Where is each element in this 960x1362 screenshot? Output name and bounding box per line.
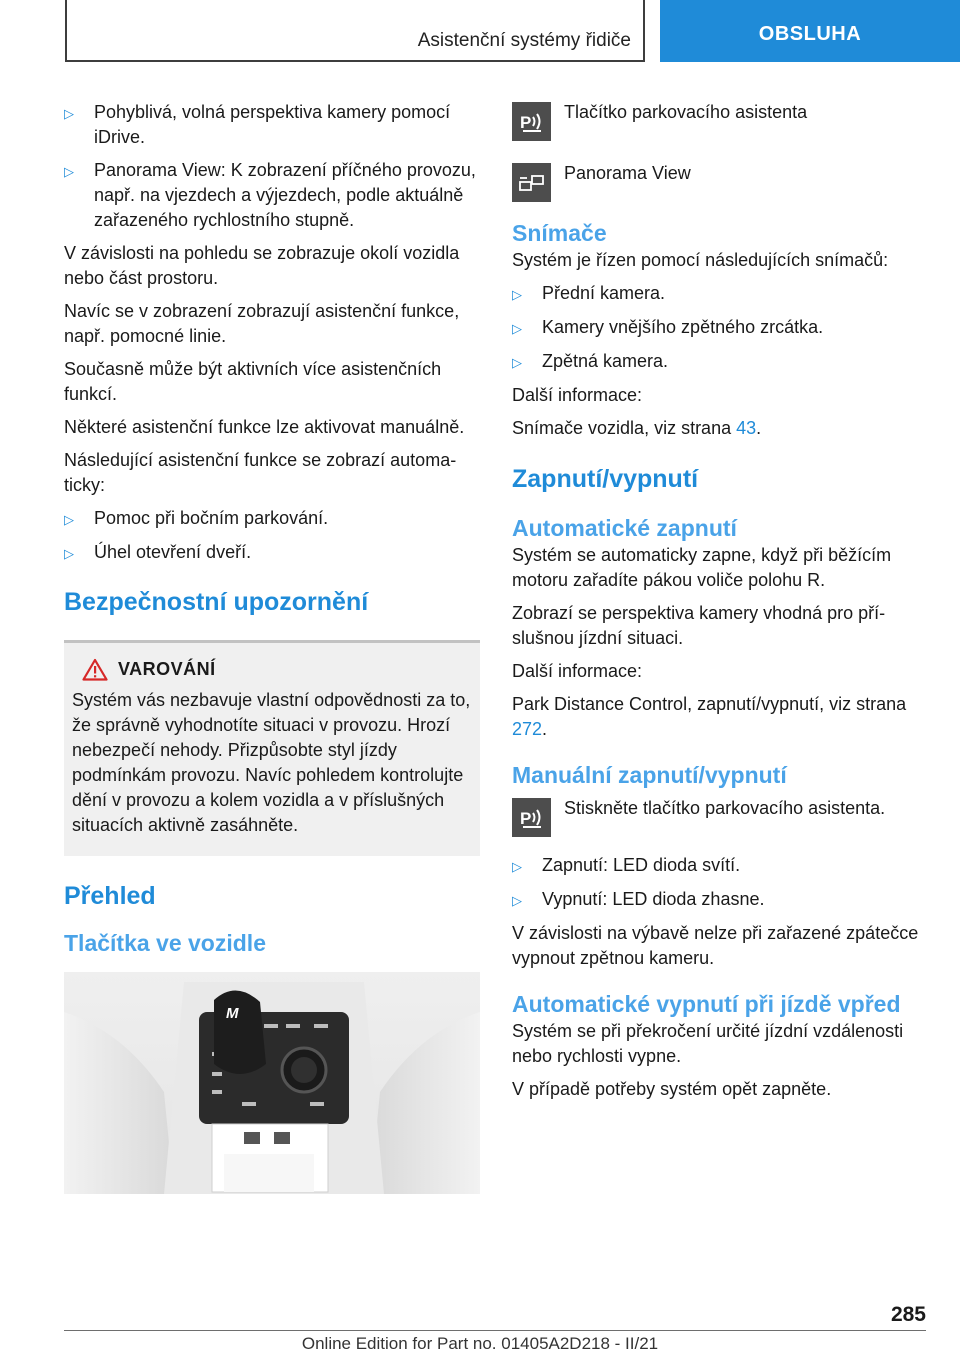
overview-heading: Přehled	[64, 882, 156, 910]
list-item: ▷ Úhel otevření dveří.	[64, 540, 480, 566]
page-link[interactable]: 43	[736, 418, 757, 438]
m-logo: M	[226, 1005, 239, 1022]
paragraph: Navíc se v zobrazení zobrazují asistenční funkce, např. pomocné linie.	[64, 301, 460, 346]
buttons-heading: Tlačítka ve vozidle	[64, 930, 266, 956]
parking-assistant-icon[interactable]	[512, 798, 551, 837]
bullet-triangle-icon: ▷	[512, 355, 522, 370]
auto-off-heading: Automatické vypnutí při jízdě vpřed	[512, 991, 901, 1017]
list-item: ▷ Panorama View: K zobrazení příčného provozu, např. na vjezdech a výjezdech, podle aktuálně zařazeného rychlostního stupně.	[64, 158, 480, 233]
paragraph: Systém se při překročení určité jízdní vzdálenosti nebo rychlosti vypne.	[512, 1021, 904, 1066]
paragraph: V závislosti na pohledu se zobrazuje okolí vozidla nebo část prostoru.	[64, 243, 460, 288]
warning-title: VAROVÁNÍ	[118, 659, 216, 679]
bullet-triangle-icon: ▷	[512, 893, 522, 908]
paragraph: Další informace:	[512, 661, 643, 681]
icon-row	[512, 100, 928, 141]
auto-on-heading: Automatické zapnutí	[512, 515, 737, 541]
icon-row	[512, 161, 928, 202]
paragraph: Zobrazí se perspektiva kamery vhodná pro příslušnou jízdní situaci.	[512, 603, 886, 648]
svg-text:P: P	[519, 112, 531, 132]
header-frame	[65, 0, 645, 62]
paragraph: Současně může být aktivních více asistenčních funkcí.	[64, 359, 442, 404]
warning-header	[72, 657, 472, 682]
bullet-triangle-icon: ▷	[512, 859, 522, 874]
parking-assistant-icon[interactable]	[512, 102, 551, 141]
list-item: ▷ Zapnutí: LED dioda svítí.	[512, 853, 928, 879]
chapter-title: Asistenční systémy řidiče	[417, 30, 631, 51]
paragraph: V závislosti na výbavě nelze při zařazené zpátečce vypnout zpětnou kameru.	[512, 923, 919, 968]
icon-row	[512, 796, 928, 837]
section-tab[interactable]: OBSLUHA	[660, 0, 960, 62]
list-item: ▷ Pomoc při bočním parkování.	[64, 506, 480, 532]
panorama-view-icon[interactable]	[512, 163, 551, 202]
icon-label: Stiskněte tlačítko parkovacího asistenta.	[564, 798, 886, 818]
right-column	[512, 100, 928, 1110]
paragraph: V případě potřeby systém opět zapněte.	[512, 1079, 832, 1099]
bullet-triangle-icon: ▷	[512, 321, 522, 336]
page-link[interactable]: 272	[512, 719, 543, 739]
center-console-illustration	[64, 972, 480, 1194]
icon-label: Tlačítko parkovacího asistenta	[564, 102, 808, 122]
warning-triangle-icon	[72, 658, 118, 681]
page-number: 285	[890, 1303, 926, 1326]
warning-text: Systém vás nezbavuje vlastní odpovědnosti za to, že správně vyhodnotíte situaci v provozu. Hrozí nebezpečí nehody. Přizpůsobte styl jízdy podmínkám provozu. Navíc pohledem kontrolujte dění v provozu a kolem vozidla a v příslušných situacích aktivně zasáhněte.	[72, 690, 471, 835]
bullet-triangle-icon: ▷	[64, 546, 74, 561]
cross-reference: Park Distance Control, zapnutí/vypnutí, viz strana 272.	[512, 694, 907, 739]
cross-reference: Snímače vozidla, viz strana 43.	[512, 418, 762, 438]
paragraph: Systém se automaticky zapne, když při běžícím motoru zařadíte pákou voliče polohu R.	[512, 545, 892, 590]
safety-heading: Bezpečnostní upozornění	[64, 588, 369, 616]
footer-divider	[64, 1330, 926, 1331]
paragraph: Následující asistenční funkce se zobrazí automaticky:	[64, 450, 457, 495]
list-item: ▷ Kamery vnějšího zpětného zrcátka.	[512, 315, 928, 341]
warning-box	[64, 640, 480, 856]
paragraph: Některé asistenční funkce lze aktivovat manuálně.	[64, 417, 465, 437]
list-item: ▷ Vypnutí: LED dioda zhasne.	[512, 887, 928, 913]
bullet-triangle-icon: ▷	[64, 164, 74, 179]
list-item: ▷ Zpětná kamera.	[512, 349, 928, 375]
onoff-heading: Zapnutí/vypnutí	[512, 465, 699, 493]
bullet-triangle-icon: ▷	[512, 287, 522, 302]
icon-label: Panorama View	[564, 163, 691, 183]
svg-text:P: P	[519, 808, 531, 828]
paragraph: Systém je řízen pomocí následujících snímačů:	[512, 250, 889, 270]
sensors-heading: Snímače	[512, 220, 607, 246]
bullet-triangle-icon: ▷	[64, 512, 74, 527]
center-console-photo	[64, 972, 480, 1194]
list-item: ▷ Přední kamera.	[512, 281, 928, 307]
bullet-triangle-icon: ▷	[64, 106, 74, 121]
edition-note: Online Edition for Part no. 01405A2D218 - II/21	[301, 1334, 659, 1353]
list-item: ▷ Pohyblivá, volná perspektiva kamery pomocí iDrive.	[64, 100, 480, 150]
left-column	[64, 100, 480, 1194]
manual-heading: Manuální zapnutí/vypnutí	[512, 762, 787, 788]
paragraph: Další informace:	[512, 385, 643, 405]
